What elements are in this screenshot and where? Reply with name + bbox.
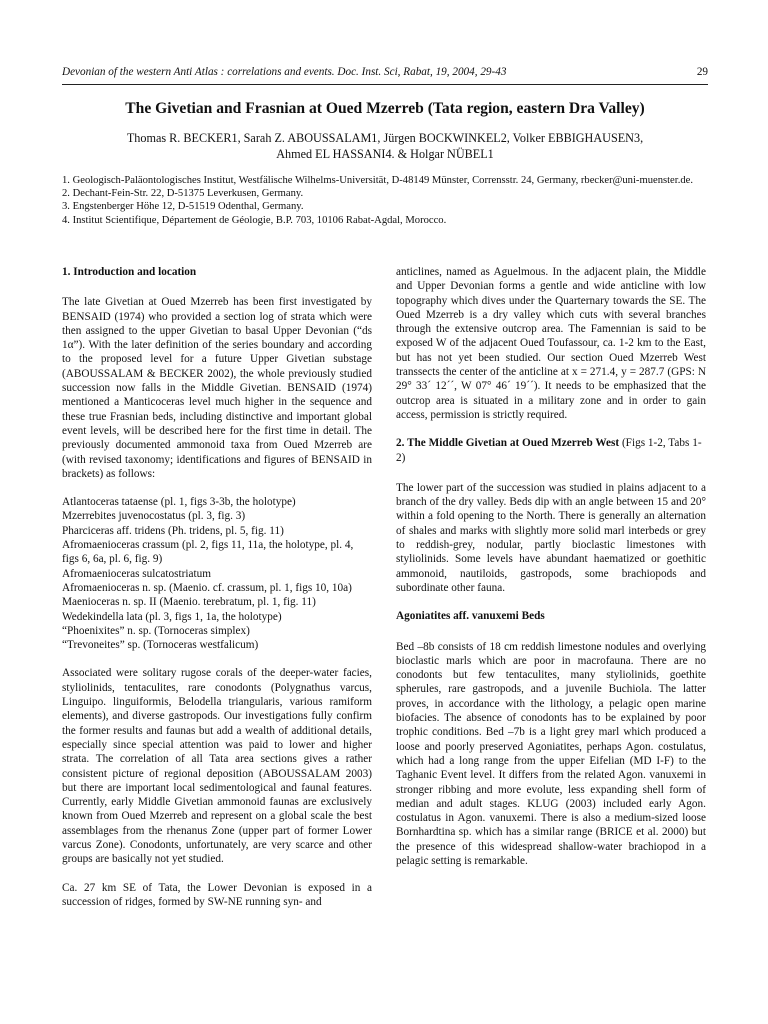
- author-list: [62, 130, 708, 162]
- taxa-list: [62, 495, 372, 652]
- paper-title: The Givetian and Frasnian at Oued Mzerreb (Tata region, eastern Dra Valley): [125, 100, 645, 117]
- section-2-figure-ref: (Figs 1-2, Tabs 1-2): [396, 437, 702, 464]
- affiliation-4: 4. Institut Scientifique, Département de Géologie, B.P. 703, 10106 Rabat-Agdal, Morocco.: [62, 214, 447, 226]
- authors-line-1: Thomas R. BECKER1, Sarah Z. ABOUSSALAM1, Jürgen BOCKWINKEL2, Volker EBBIGHAUSEN3,: [126, 131, 644, 145]
- running-head: [62, 66, 708, 78]
- affiliations: [62, 174, 708, 227]
- intro-paragraph-4: anticlines, named as Aguelmous. In the adjacent plain, the Middle and Upper Devonian forms a gentle and wide anticline with low topography which dives under the Quarternary towards the SE. The Oued Mzerreb is a dry valley which cuts with several branches through the extensive outcrop area. The Famennian is said to be exposed W of the adjacent Oued Toufassour, ca. 1-2 km to the East, but has not yet been studied. Our section Oued Mzerreb West transsects the center of the anticline at x = 271.4, y = 287.7 (GPS: N 29° 33´ 12´´, W 07° 46´ 19´´). It needs to be emphasized that the outcrop area is situated in a military zone and in order to gain access, permission is strictly required.: [396, 266, 706, 421]
- intro-paragraph-3: Ca. 27 km SE of Tata, the Lower Devonian is exposed in a succession of ridges, formed by SW-NE running syn- and: [62, 881, 372, 908]
- right-column: [396, 265, 706, 882]
- left-column: [62, 265, 372, 923]
- taxon-item: “Phoenixites” n. sp. (Tornoceras simplex): [62, 624, 250, 637]
- section-2-heading: [396, 436, 706, 465]
- section-2-paragraph-2: Bed –8b consists of 18 cm reddish limestone nodules and overlying bioclastic marls which are poor in macrofauna. There are no conodonts but few tentaculites, many styliolinids, goethite spherules, rare gastropods, and a juvenile Buchiola. The latter proves, in accordance with the lithology, a pelagic open marine biofacies. The absence of conodonts has to be explained by poor trophic conditions. Bed –7b is a light grey marl which produced a loose and poorly preserved Agoniatites, perhaps Agon. costulatus, which had a long range from the upper Eifelian (MD I-F) to the Taghanic Event level. It differs from the related Agon. vanuxemi in stronger ribbing and more evolute, less expanding shell form of median and adult stages. KLUG (2003) included early Agon. costulatus in Agon. vanuxemi. There is also a medium-sized loose Bornhardtina sp. which has a similar range (BRICE et al. 2000) but the presence of this widespread shallow-water brachiopod in a pelagic setting is remarkable.: [396, 640, 706, 867]
- taxon-item: Afromaenioceras crassum (pl. 2, figs 11, 11a, the holotype, pl. 4, figs 6, 6a, pl. 6, fig. 9): [62, 539, 354, 566]
- section-2-paragraph-1: The lower part of the succession was studied in plains adjacent to a branch of the dry valley. Beds dip with an angle between 15 and 20° within a fold opening to the North. There is generally an alternation of shales and marks with slightly more solid marl interbeds or grey to reddish-grey, nodular, partly bioclastic limestones with styliolinids. Some levels have abundant haematized or goethitic ammonoid, nautiloids, gastropods, some brachiopods and subordinate other fauna.: [396, 481, 706, 594]
- taxon-item: Mzerrebites juvenocostatus (pl. 3, fig. 3): [62, 510, 246, 523]
- affiliation-3: 3. Engstenberger Höhe 12, D-51519 Odenthal, Germany.: [62, 201, 304, 213]
- authors-line-2: Ahmed EL HASSANI4. & Holgar NÜBEL1: [276, 147, 494, 161]
- section-1-heading: 1. Introduction and location: [62, 266, 197, 278]
- affiliation-2: 2. Dechant-Fein-Str. 22, D-51375 Leverkusen, Germany.: [62, 188, 304, 200]
- journal-citation: Devonian of the western Anti Atlas : correlations and events. Doc. Inst. Sci, Rabat, 19, 2004, 29-43: [62, 66, 507, 78]
- taxon-item: Atlantoceras tataense (pl. 1, figs 3-3b, the holotype): [62, 496, 296, 509]
- intro-paragraph-2: Associated were solitary rugose corals of the deeper-water facies, styliolinids, tentaculites, rare conodonts (Polygnathus varcus, Linguipo. linguiformis, Belodella triangularis, various ramiform elements), and diverse gastropods. Our investigations fully confirm the former results and faunas but add a wealth of additional details, especially since special attention was paid to lower and higher strata. The correlation of all Tata area sections gives a rather consistent picture of regional deposition (ABOUSSALAM 2003) but there are important local sedimentological and faunal features. Currently, early Middle Givetian ammonoid faunas are exclusively known from Oued Mzerreb and represent on a global scale the best assemblages from the rhenanus Zone (upper part of former Lower varcus Zone). Conodonts, unfortunately, are very scarce and other groups are basically not yet studied.: [62, 667, 372, 866]
- subsection-heading: Agoniatites aff. vanuxemi Beds: [396, 610, 545, 623]
- page-number: 29: [696, 66, 708, 78]
- intro-paragraph-1: The late Givetian at Oued Mzerreb has been first investigated by BENSAID (1974) who provided a section log of strata which were then assigned to the upper Givetian to basal Upper Devonian (“ds 1α”). With the later definition of the series boundary and according to the proposed level for a future Upper Givetian substage (ABOUSSALAM & BECKER 2002), the whole previously studied succession now falls in the Middle Givetian. BENSAID (1974) mentioned a Manticoceras level much higher in the sequence and these true Frasnian beds, including distinctive and important global event levels, will be described here for the first time in detail. The previously documented ammonoid taxa from Oued Mzerreb are (with revised taxonomy; identifications and figures of BENSAID in brackets) as follows:: [62, 296, 372, 480]
- taxon-item: Wedekindella lata (pl. 3, figs 1, 1a, the holotype): [62, 610, 282, 623]
- taxon-item: Afromaenioceras sulcatostriatum: [62, 567, 212, 580]
- section-2-title: 2. The Middle Givetian at Oued Mzerreb West: [396, 437, 620, 450]
- taxon-item: Maenioceras n. sp. II (Maenio. terebratum, pl. 1, fig. 11): [62, 596, 316, 609]
- header-rule: [62, 84, 708, 85]
- affiliation-1: 1. Geologisch-Paläontologisches Institut, Westfälische Wilhelms-Universität, D-48149 Münster, Corrensstr. 24, Germany, rbecker@uni-muenster.de.: [62, 175, 693, 186]
- taxon-item: Pharciceras aff. tridens (Ph. tridens, pl. 5, fig. 11): [62, 524, 284, 537]
- taxon-item: “Trevoneites” sp. (Tornoceras westfalicum): [62, 639, 259, 652]
- taxon-item: Afromaenioceras n. sp. (Maenio. cf. crassum, pl. 1, figs 10, 10a): [62, 581, 352, 594]
